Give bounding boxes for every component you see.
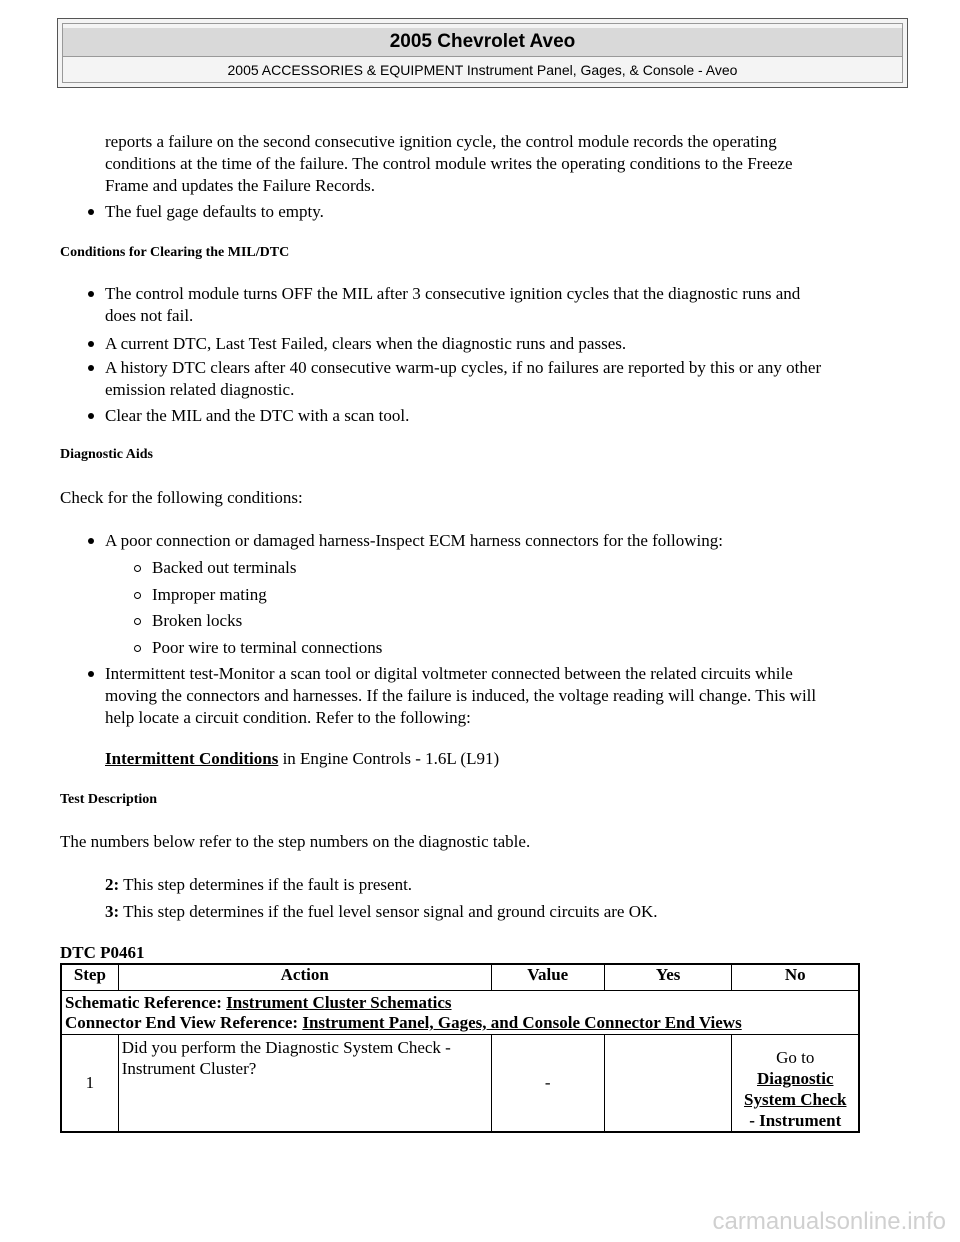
dtc-diagnostic-table (60, 963, 860, 1133)
value-cell: - (491, 1035, 604, 1133)
subitem-poor-wire: Poor wire to terminal connections (152, 636, 382, 659)
bullet-fuel-gage: The fuel gage defaults to empty. (105, 200, 324, 223)
bullet-clearing-1: The control module turns OFF the MIL after 3 consecutive ignition cycles that the diagnostic runs and (105, 282, 800, 305)
no-cell: Go to Diagnostic System Check - Instrument (732, 1035, 859, 1133)
circle-bullet-icon (134, 618, 141, 625)
bullet-icon (88, 538, 94, 544)
test-intro: The numbers below refer to the step numbers on the diagnostic table. (60, 832, 531, 851)
aids-intro: Check for the following conditions: (60, 488, 303, 507)
intro-line-3: Frame and updates the Failure Records. (105, 176, 376, 195)
col-action: Action (118, 964, 491, 991)
subitem-improper-mating: Improper mating (152, 583, 267, 606)
circle-bullet-icon (134, 645, 141, 652)
heading-clearing: Conditions for Clearing the MIL/DTC (60, 245, 290, 260)
diagnostic-system-check-link[interactable]: Diagnostic System Check (744, 1069, 847, 1109)
table-header-row (61, 964, 859, 991)
action-cell: Did you perform the Diagnostic System Check - Instrument Cluster? (118, 1035, 491, 1133)
document-subtitle: 2005 ACCESSORIES & EQUIPMENT Instrument Panel, Gages, & Console - Aveo (227, 62, 738, 78)
bullet-icon (88, 413, 94, 419)
step-cell: 1 (61, 1035, 118, 1133)
test-step-2: 2: This step determines if the fault is present. (105, 875, 413, 894)
heading-test-description: Test Description (60, 792, 158, 807)
bullet-icon (88, 671, 94, 677)
intermittent-conditions-link[interactable]: Intermittent Conditions (105, 749, 279, 768)
bullet-icon (88, 209, 94, 215)
connector-end-view-link[interactable]: Instrument Panel, Gages, and Console Connector End Views (302, 1013, 742, 1032)
reference-text: in Engine Controls - 1.6L (L91) (278, 749, 500, 768)
page-header (57, 18, 908, 88)
bullet-aids-2: Intermittent test-Monitor a scan tool or digital voltmeter connected between the related circuits while (105, 662, 793, 685)
bullet-icon (88, 291, 94, 297)
circle-bullet-icon (134, 565, 141, 572)
col-step: Step (61, 964, 118, 991)
yes-cell (604, 1035, 732, 1133)
document-title: 2005 Chevrolet Aveo (63, 28, 902, 57)
subitem-backed-out: Backed out terminals (152, 556, 296, 579)
dtc-table-title: DTC P0461 (60, 943, 145, 962)
bullet-aids-2-cont-2: help locate a circuit condition. Refer to the following: (105, 708, 471, 727)
intro-line-1: reports a failure on the second consecutive ignition cycle, the control module records the operating (105, 132, 777, 151)
bullet-icon (88, 341, 94, 347)
schematic-link[interactable]: Instrument Cluster Schematics (226, 993, 452, 1012)
bullet-aids-2-cont-1: moving the connectors and harnesses. If the failure is induced, the voltage reading will change. This will (105, 686, 817, 705)
bullet-icon (88, 365, 94, 371)
intro-line-2: conditions at the time of the failure. The control module writes the operating conditions to the Freeze (105, 154, 793, 173)
test-step-3: 3: This step determines if the fuel level sensor signal and ground circuits are OK. (105, 902, 658, 921)
table-reference-row (61, 991, 859, 1035)
col-value: Value (491, 964, 604, 991)
bullet-aids-1: A poor connection or damaged harness-Inspect ECM harness connectors for the following: (105, 529, 723, 552)
col-no: No (732, 964, 859, 991)
page-header-inner (62, 23, 903, 83)
heading-diagnostic-aids: Diagnostic Aids (60, 447, 153, 462)
circle-bullet-icon (134, 592, 141, 599)
watermark: carmanualsonline.info (712, 1208, 946, 1235)
table-row (61, 1035, 859, 1133)
bullet-clearing-3: A history DTC clears after 40 consecutive warm-up cycles, if no failures are reported by this or any other (105, 356, 821, 379)
col-yes: Yes (604, 964, 732, 991)
bullet-clearing-2: A current DTC, Last Test Failed, clears when the diagnostic runs and passes. (105, 332, 626, 355)
bullet-clearing-1-cont: does not fail. (105, 306, 194, 325)
bullet-clearing-3-cont: emission related diagnostic. (105, 380, 295, 399)
bullet-clearing-4: Clear the MIL and the DTC with a scan tool. (105, 404, 409, 427)
intermittent-reference (105, 747, 499, 770)
subitem-broken-locks: Broken locks (152, 609, 242, 632)
reference-cell: Schematic Reference: Instrument Cluster Schematics Connector End View Reference: Instrument Panel, Gages, and Console Connector End Views (61, 991, 859, 1035)
